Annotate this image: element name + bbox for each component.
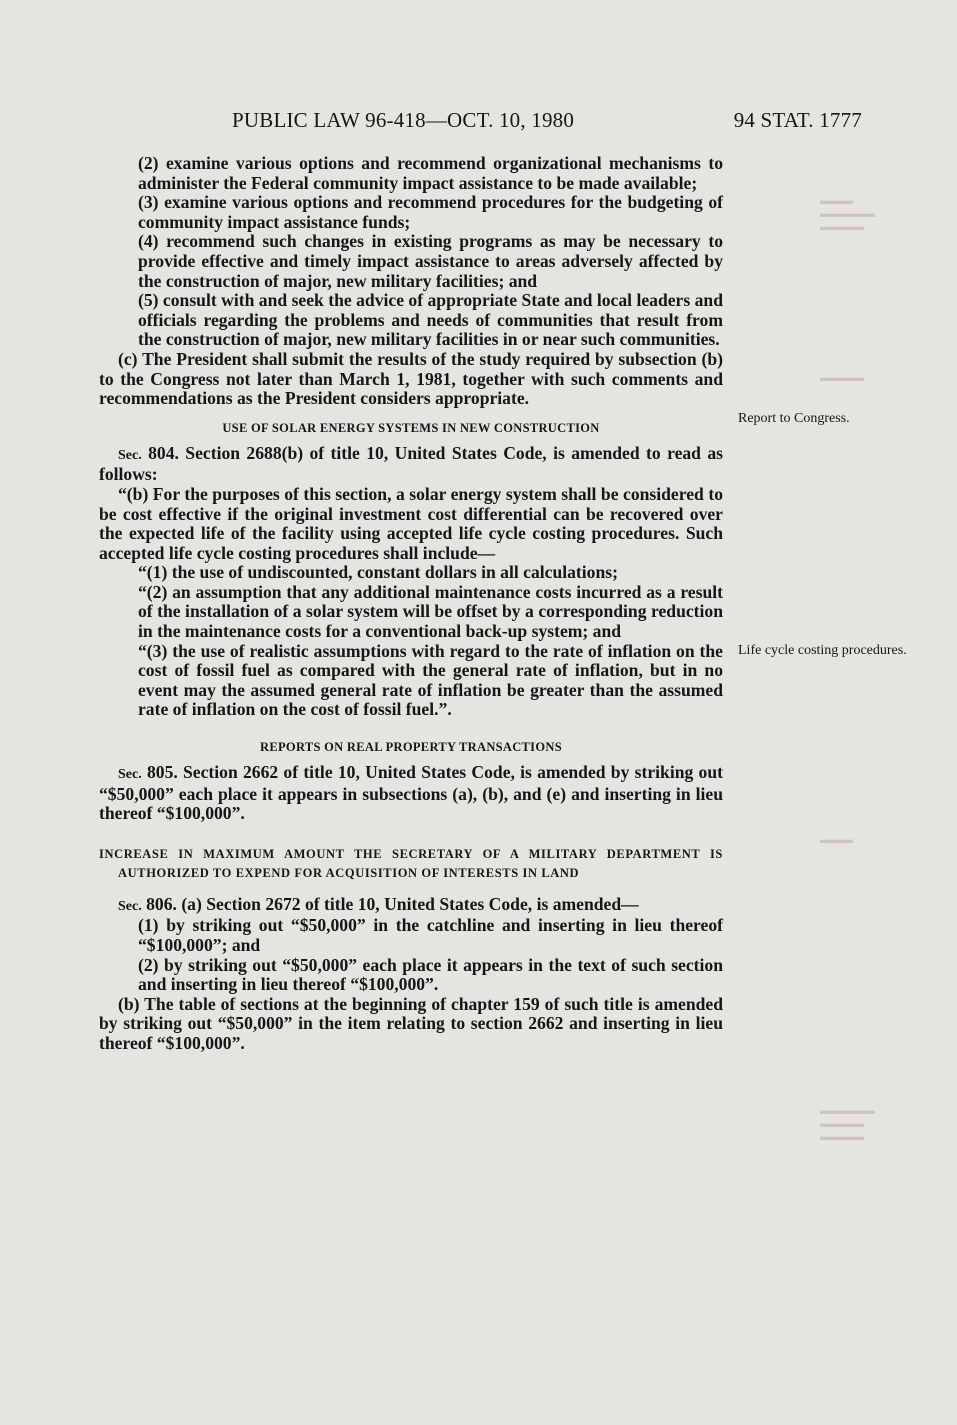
page-header [232,108,862,138]
bleed-through-mark: ▬▬▬ ▬▬▬▬▬ ▬▬▬▬ [820,195,875,233]
section-804-text: 804. Section 2688(b) of title 10, United States Code, is amended to read as follows: [99,442,724,485]
section-805-heading: REPORTS ON REAL PROPERTY TRANSACTIONS [260,740,562,755]
law-title: PUBLIC LAW 96-418—OCT. 10, 1980 [232,108,575,132]
bleed-through-mark: ▬▬▬▬ [820,372,864,384]
statute-body [99,154,723,1054]
stat-page-number: 94 STAT. 1777 [733,108,862,132]
section-805-text-block [99,763,723,824]
section-806-subsection-b: (b) The table of sections at the beginning of chapter 159 of such title is amended by striking out “$50,000” in the item relating to section 2662 and inserting in lieu thereof “$100,000”. [99,993,723,1053]
paragraph-item-3: (3) examine various options and recommend procedures for the budgeting of community impact assistance funds; [138,192,723,232]
paragraph-item-2: (2) examine various options and recommend organizational mechanisms to administer the Federal community impact assistance to be made available; [138,153,723,193]
section-label: Sec. [118,898,142,914]
margin-note-life-cycle-costing: Life cycle costing procedures. [738,643,907,658]
quoted-item-2: “(2) an assumption that any additional maintenance costs incurred as a result of the installation of a solar system will be offset by a corresponding reduction in the maintenance costs for a conventional back-up system; and [138,581,723,642]
section-804-intro [99,444,723,485]
section-label: Sec. [118,767,142,783]
margin-note-report-to-congress: Report to Congress. [738,411,850,426]
section-806-item-1: (1) by striking out “$50,000” in the catchline and inserting in lieu thereof “$100,000”; and [138,915,723,955]
section-804-heading: USE OF SOLAR ENERGY SYSTEMS IN NEW CONSTRUCTION [222,420,600,435]
subsection-b-quoted: “(b) For the purposes of this section, a solar energy system shall be considered to be cost effective if the original investment cost differential can be recovered over the expected life of the facility using accepted life cycle costing procedures. Such accepted life cycle costing procedures shall include— [99,483,723,563]
section-805-text: 805. Section 2662 of title 10, United States Code, is amended by striking out “$50,000” each place it appears in subsections (a), (b), and (e) and inserting in lieu thereof “$100,000”. [99,762,723,824]
bleed-through-mark: ▬▬▬ [820,834,853,846]
section-806-heading: INCREASE IN MAXIMUM AMOUNT THE SECRETARY OF A MILITARY DEPARTMENT IS AUTHORIZED TO EXPEND FOR ACQUISITION OF INTERESTS IN LAND [99,846,723,880]
section-label: Sec. [118,447,142,463]
section-806-item-2: (2) by striking out “$50,000” each place it appears in the text of such section and inserting in lieu thereof “$100,000”. [138,954,723,995]
section-806-intro [99,895,723,917]
quoted-item-3: “(3) the use of realistic assumptions with regard to the rate of inflation on the cost of fossil fuel as compared with the general rate of inflation, but in no event may the assumed general rate of inflation be greater than the assumed rate of inflation on the cost of fossil fuel.”. [138,640,723,720]
paragraph-item-4: (4) recommend such changes in existing programs as may be necessary to provide effective and timely impact assistance to areas adversely affected by the construction of major, new military facilities; and [138,231,723,291]
paragraph-item-5: (5) consult with and seek the advice of appropriate State and local leaders and officials regarding the problems and needs of communities that result from the construction of major, new military facilities in or near such communities. [138,290,723,350]
quoted-item-1: “(1) the use of undiscounted, constant dollars in all calculations; [138,562,618,583]
subsection-c: (c) The President shall submit the results of the study required by subsection (b) to the Congress not later than March 1, 1981, together with such comments and recommendations as the President considers appropriate. [99,348,723,409]
section-806-text: 806. (a) Section 2672 of title 10, United States Code, is amended— [146,893,639,914]
bleed-through-mark: ▬▬▬▬▬ ▬▬▬▬ ▬▬▬▬ [820,1105,875,1143]
